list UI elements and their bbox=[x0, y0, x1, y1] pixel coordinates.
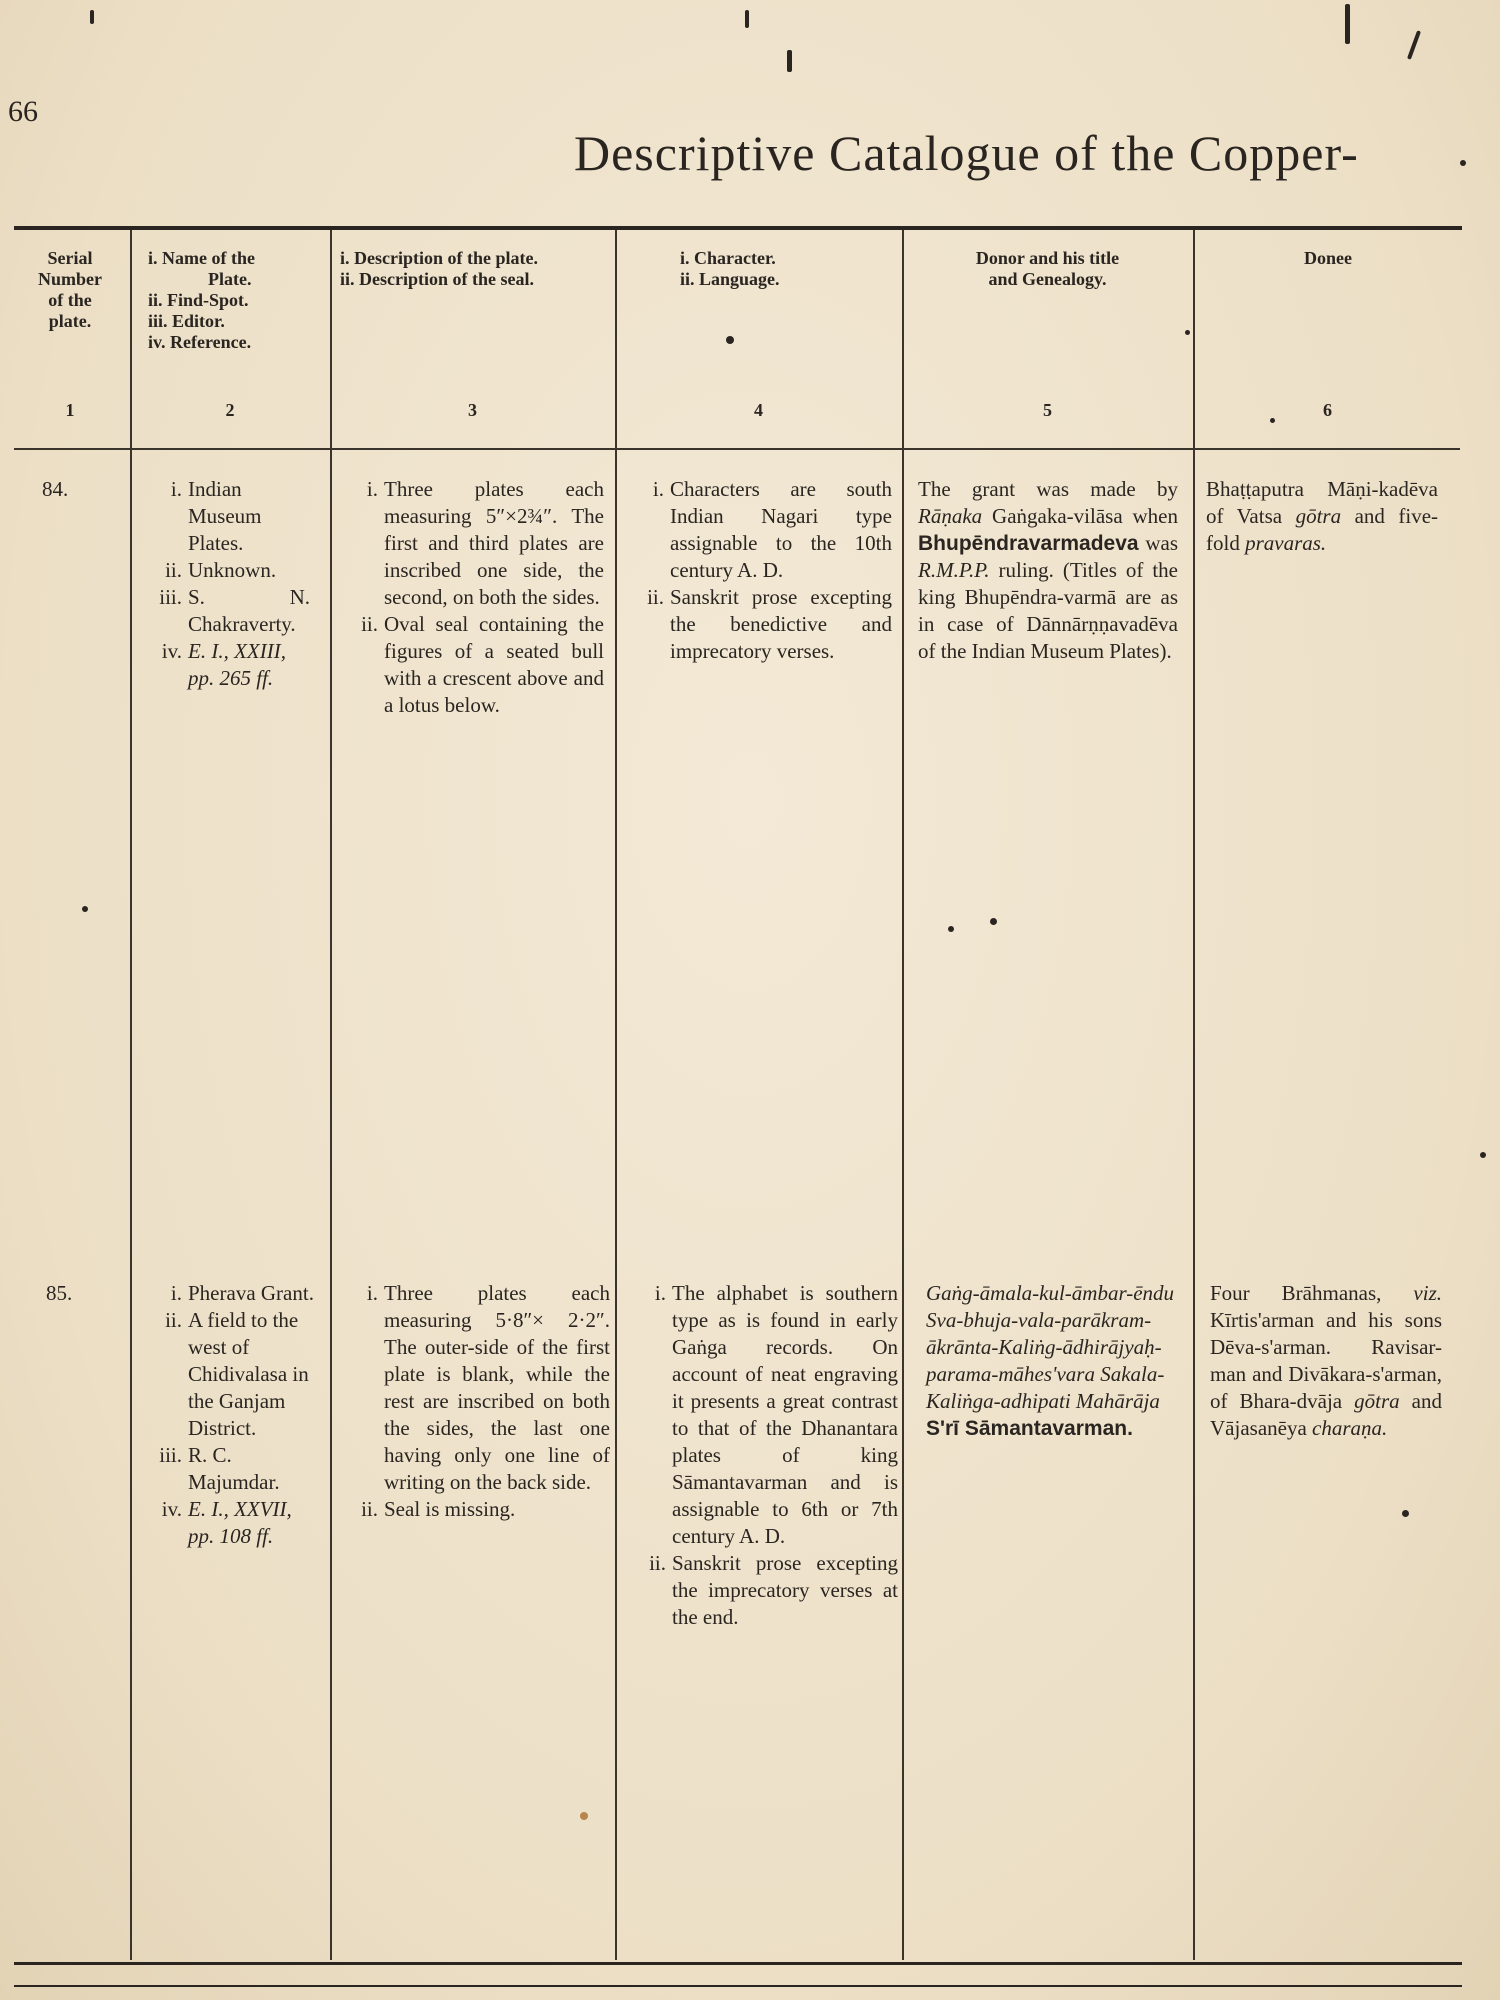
serial-number: 85. bbox=[46, 1281, 73, 1305]
list-item: iv. E. I., XXIII, pp. 265 ff. bbox=[161, 639, 286, 690]
page-number: 66 bbox=[8, 95, 38, 128]
list-item: i. Three plates each measuring 5″×2¾″. The first and third plates are inscribed one side, the second, on both the sides. bbox=[366, 477, 604, 609]
paper-speck bbox=[1407, 30, 1421, 60]
donee-cell: Four Brāhmanas, viz. Kīrtis'arman and his sons Dēva-s'arman. Ravisar-man and Divākara-s'arman, of Bhara-dvāja gōtra and Vājasanēya charaṇa. bbox=[1210, 1281, 1442, 1440]
paper-speck bbox=[580, 1812, 588, 1820]
plate-name-cell bbox=[142, 1280, 322, 1550]
column-divider bbox=[130, 230, 132, 1960]
list-item: ii. Oval seal containing the figures of a seated bull with a crescent above and a lotus below. bbox=[361, 612, 604, 717]
list-item: i. The alphabet is southern type as is found in early Gaṅga records. On account of neat engraving it presents a great contrast to that of the Dhanantara plates of king Sāmantavarman and is assignable to 6th or 7th century A. D. bbox=[654, 1281, 898, 1548]
paper-speck bbox=[948, 926, 954, 932]
paper-speck bbox=[1345, 4, 1350, 44]
list-item: ii. Sanskrit prose excepting the imprecatory verses at the end. bbox=[649, 1551, 898, 1629]
serial-number: 84. bbox=[42, 477, 69, 501]
header-donor: Donor and his title and Genealogy. bbox=[975, 248, 1120, 289]
list-item: ii. A field to the west of Chidivalasa in the Ganjam District. bbox=[165, 1308, 309, 1440]
character-cell bbox=[636, 1280, 898, 1631]
list-item: ii. Unknown. bbox=[165, 558, 277, 582]
bottom-rule bbox=[14, 1962, 1462, 1965]
paper-speck bbox=[990, 918, 997, 925]
bottom-rule-thin bbox=[14, 1985, 1462, 1987]
paper-speck bbox=[1270, 418, 1275, 423]
header-description: i. Description of the plate. ii. Description of the seal. bbox=[340, 248, 538, 289]
header-character: i. Character. ii. Language. bbox=[680, 248, 780, 289]
donor-cell: The grant was made by Rāṇaka Gaṅgaka-vilāsa when Bhupēndravarmadeva was R.M.P.P. ruling. (Titles of the king Bhupēndra-varmā are as in case of Dānnārṇṇavadēva of the Indian Museum Plates). bbox=[918, 477, 1179, 663]
header-name: i. Name of the Plate. ii. Find-Spot. iii. Editor. iv. Reference. bbox=[148, 248, 255, 352]
paper-speck bbox=[726, 336, 734, 344]
column-number: 6 bbox=[1323, 400, 1332, 420]
paper-speck bbox=[787, 50, 792, 72]
paper-speck bbox=[1185, 330, 1190, 335]
list-item: ii. Sanskrit prose excepting the benedictive and imprecatory verses. bbox=[647, 585, 892, 663]
paper-speck bbox=[82, 906, 88, 912]
donor-cell: Gaṅg-āmala-kul-āmbar-ēndu Sva-bhuja-vala-parākram-ākrānta-Kaliṅg-ādhirājyaḥ-parama-māhes'vara Sakala-Kaliṅga-adhipati Mahārāja S'rī Sāmantavarman. bbox=[926, 1281, 1175, 1440]
plate-name-cell bbox=[142, 476, 310, 692]
list-item: ii. Seal is missing. bbox=[361, 1497, 516, 1521]
paper-speck bbox=[1460, 160, 1466, 166]
plate-description-cell bbox=[348, 1280, 610, 1523]
column-divider bbox=[330, 230, 332, 1960]
top-rule bbox=[14, 226, 1462, 230]
list-item: iv. E. I., XXVII, pp. 108 ff. bbox=[161, 1497, 292, 1548]
column-number: 1 bbox=[65, 400, 75, 420]
list-item: i. Characters are south Indian Nagari type assignable to the 10th century A. D. bbox=[652, 477, 892, 582]
column-number: 2 bbox=[225, 400, 235, 420]
column-divider bbox=[902, 230, 904, 1960]
column-number: 3 bbox=[468, 400, 477, 420]
plate-description-cell bbox=[348, 476, 604, 719]
paper-speck bbox=[1402, 1510, 1409, 1517]
column-number: 4 bbox=[754, 400, 763, 420]
column-divider bbox=[1193, 230, 1195, 1960]
header-rule bbox=[14, 448, 1460, 450]
list-item: i. Three plates each measuring 5·8″× 2·2″. The outer-side of the first plate is blank, while the rest are inscribed on both the sides, the last one having only one line of writing on the back side. bbox=[366, 1281, 610, 1494]
paper-speck bbox=[745, 10, 749, 28]
column-number: 5 bbox=[1043, 400, 1052, 420]
donee-cell: Bhaṭṭaputra Māṇi-kadēva of Vatsa gōtra and five-fold pravaras. bbox=[1206, 477, 1439, 555]
page-title: Descriptive Catalogue of the Copper- bbox=[574, 125, 1359, 181]
list-item: i. Indian Museum Plates. bbox=[170, 477, 262, 555]
character-cell bbox=[634, 476, 892, 665]
column-divider bbox=[615, 230, 617, 1960]
list-item: iii. R. C. Majumdar. bbox=[159, 1443, 280, 1494]
header-donee: Donee bbox=[1304, 248, 1352, 268]
header-serial: Serial Number of the plate. bbox=[38, 248, 102, 331]
list-item: i. Pherava Grant. bbox=[170, 1281, 314, 1305]
paper-speck bbox=[90, 10, 94, 24]
list-item: iii. S. N. Chakraverty. bbox=[159, 585, 310, 636]
paper-speck bbox=[1480, 1152, 1486, 1158]
